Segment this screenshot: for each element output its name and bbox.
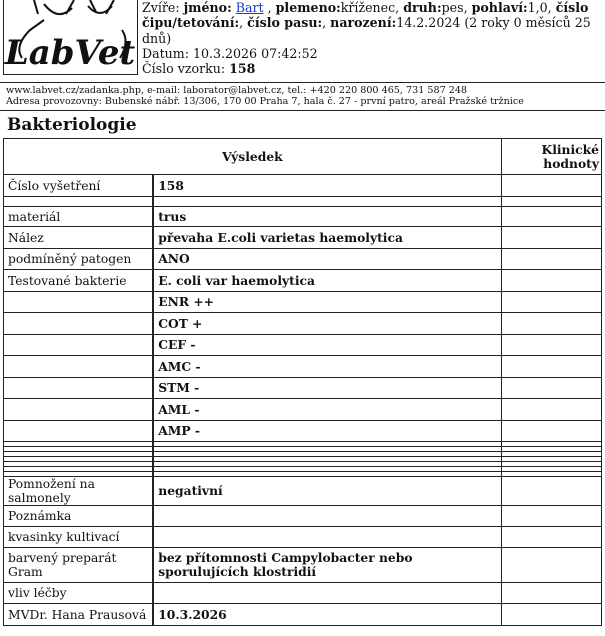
spacer-row (4, 197, 602, 207)
antibiotic-result: AMP - (153, 421, 501, 442)
row-label: Nález (4, 227, 154, 249)
row-value: negativní (153, 477, 501, 506)
table-row (4, 378, 602, 399)
table-row (4, 335, 602, 356)
clinical-cell (501, 207, 601, 227)
row-label (4, 335, 154, 356)
clinical-cell (501, 583, 601, 604)
row-label (4, 378, 154, 399)
row-label: materiál (4, 207, 154, 227)
row-label: podmíněný patogen (4, 249, 154, 270)
clinical-cell (501, 378, 601, 399)
row-value: převaha E.coli varietas haemolytica (153, 227, 501, 249)
results-table (3, 138, 602, 626)
antibiotic-result: ENR ++ (153, 292, 501, 313)
row-label: Poznámka (4, 506, 154, 527)
table-row (4, 249, 602, 270)
row-label: kvasinky kultivací (4, 527, 154, 548)
report-date: Datum: 10.3.2026 07:42:52 (142, 45, 318, 61)
clinical-cell (501, 175, 601, 197)
table-row (4, 313, 602, 335)
row-value (153, 583, 501, 604)
row-label (4, 292, 154, 313)
row-label (4, 356, 154, 378)
table-row (4, 292, 602, 313)
address-line: Adresa provozovny: Bubenské nábř. 13/306, 170 00 Praha 7, hala č. 27 - první patro, areál Pražské tržnice (6, 96, 524, 107)
animal-info (142, 0, 602, 76)
report-header (0, 0, 605, 83)
antibiotic-result: STM - (153, 378, 501, 399)
table-row (4, 356, 602, 378)
animal-line-2: čipu/tetování:, číslo pasu:, narození:14.2.2024 (2 roky 0 měsíců 25 dnů) (142, 15, 591, 46)
row-label: barvený preparát Gram (4, 548, 154, 583)
row-value (153, 527, 501, 548)
divider (0, 82, 605, 83)
table-row (4, 477, 602, 506)
clinical-cell (501, 548, 601, 583)
row-value (153, 506, 501, 527)
antibiotic-result: COT + (153, 313, 501, 335)
logo-wordmark: LabVet (4, 33, 136, 73)
row-label: Pomnožení na salmonely (4, 477, 154, 506)
table-row (4, 175, 602, 197)
table-row (4, 506, 602, 527)
antibiotic-result: AML - (153, 399, 501, 421)
table-header (4, 139, 602, 175)
clinical-cell (501, 421, 601, 442)
section-title: Bakteriologie (7, 115, 137, 135)
row-value: ANO (153, 249, 501, 270)
clinical-cell (501, 399, 601, 421)
table-row (4, 604, 602, 626)
signature-doctor: MVDr. Hana Prausová (4, 604, 154, 626)
clinical-cell (501, 249, 601, 270)
clinical-cell (501, 270, 601, 292)
row-value: E. coli var haemolytica (153, 270, 501, 292)
row-label (4, 313, 154, 335)
row-label (4, 421, 154, 442)
table-row (4, 527, 602, 548)
table-row (4, 399, 602, 421)
table-row (4, 227, 602, 249)
clinical-cell (501, 604, 601, 626)
table-row (4, 548, 602, 583)
row-label: Číslo vyšetření (4, 175, 154, 197)
table-row (4, 583, 602, 604)
clinical-cell (501, 356, 601, 378)
row-label: vliv léčby (4, 583, 154, 604)
row-label: Testované bakterie (4, 270, 154, 292)
antibiotic-result: CEF - (153, 335, 501, 356)
antibiotic-result: AMC - (153, 356, 501, 378)
row-label (4, 399, 154, 421)
clinical-cell (501, 477, 601, 506)
contact-line: www.labvet.cz/zadanka.php, e-mail: laborator@labvet.cz, tel.: +420 220 800 465, 731 587 248 (6, 85, 468, 96)
signature-date: 10.3.2026 (153, 604, 501, 626)
row-value: trus (153, 207, 501, 227)
clinical-cell (501, 227, 601, 249)
divider (0, 110, 605, 111)
clinical-cell (501, 292, 601, 313)
lab-contacts (6, 85, 605, 107)
clinical-values-header: Klinické hodnoty (501, 139, 601, 175)
table-row (4, 421, 602, 442)
labvet-logo (3, 0, 138, 75)
clinical-cell (501, 313, 601, 335)
row-value: bez přítomnosti Campylobacter nebo sporulujících klostridií (153, 548, 501, 583)
animal-name-link[interactable]: Bart (235, 0, 264, 15)
sample-number: Číslo vzorku: 158 (142, 61, 256, 77)
clinical-cell (501, 527, 601, 548)
table-row (4, 270, 602, 292)
clinical-cell (501, 506, 601, 527)
table-row (4, 207, 602, 227)
row-value: 158 (153, 175, 501, 197)
animal-line-1: Zvíře: jméno: Bart , plemeno:kříženec, druh:pes, pohlaví:1,0, číslo (142, 0, 589, 15)
result-column-header: Výsledek (4, 139, 502, 175)
clinical-cell (501, 335, 601, 356)
